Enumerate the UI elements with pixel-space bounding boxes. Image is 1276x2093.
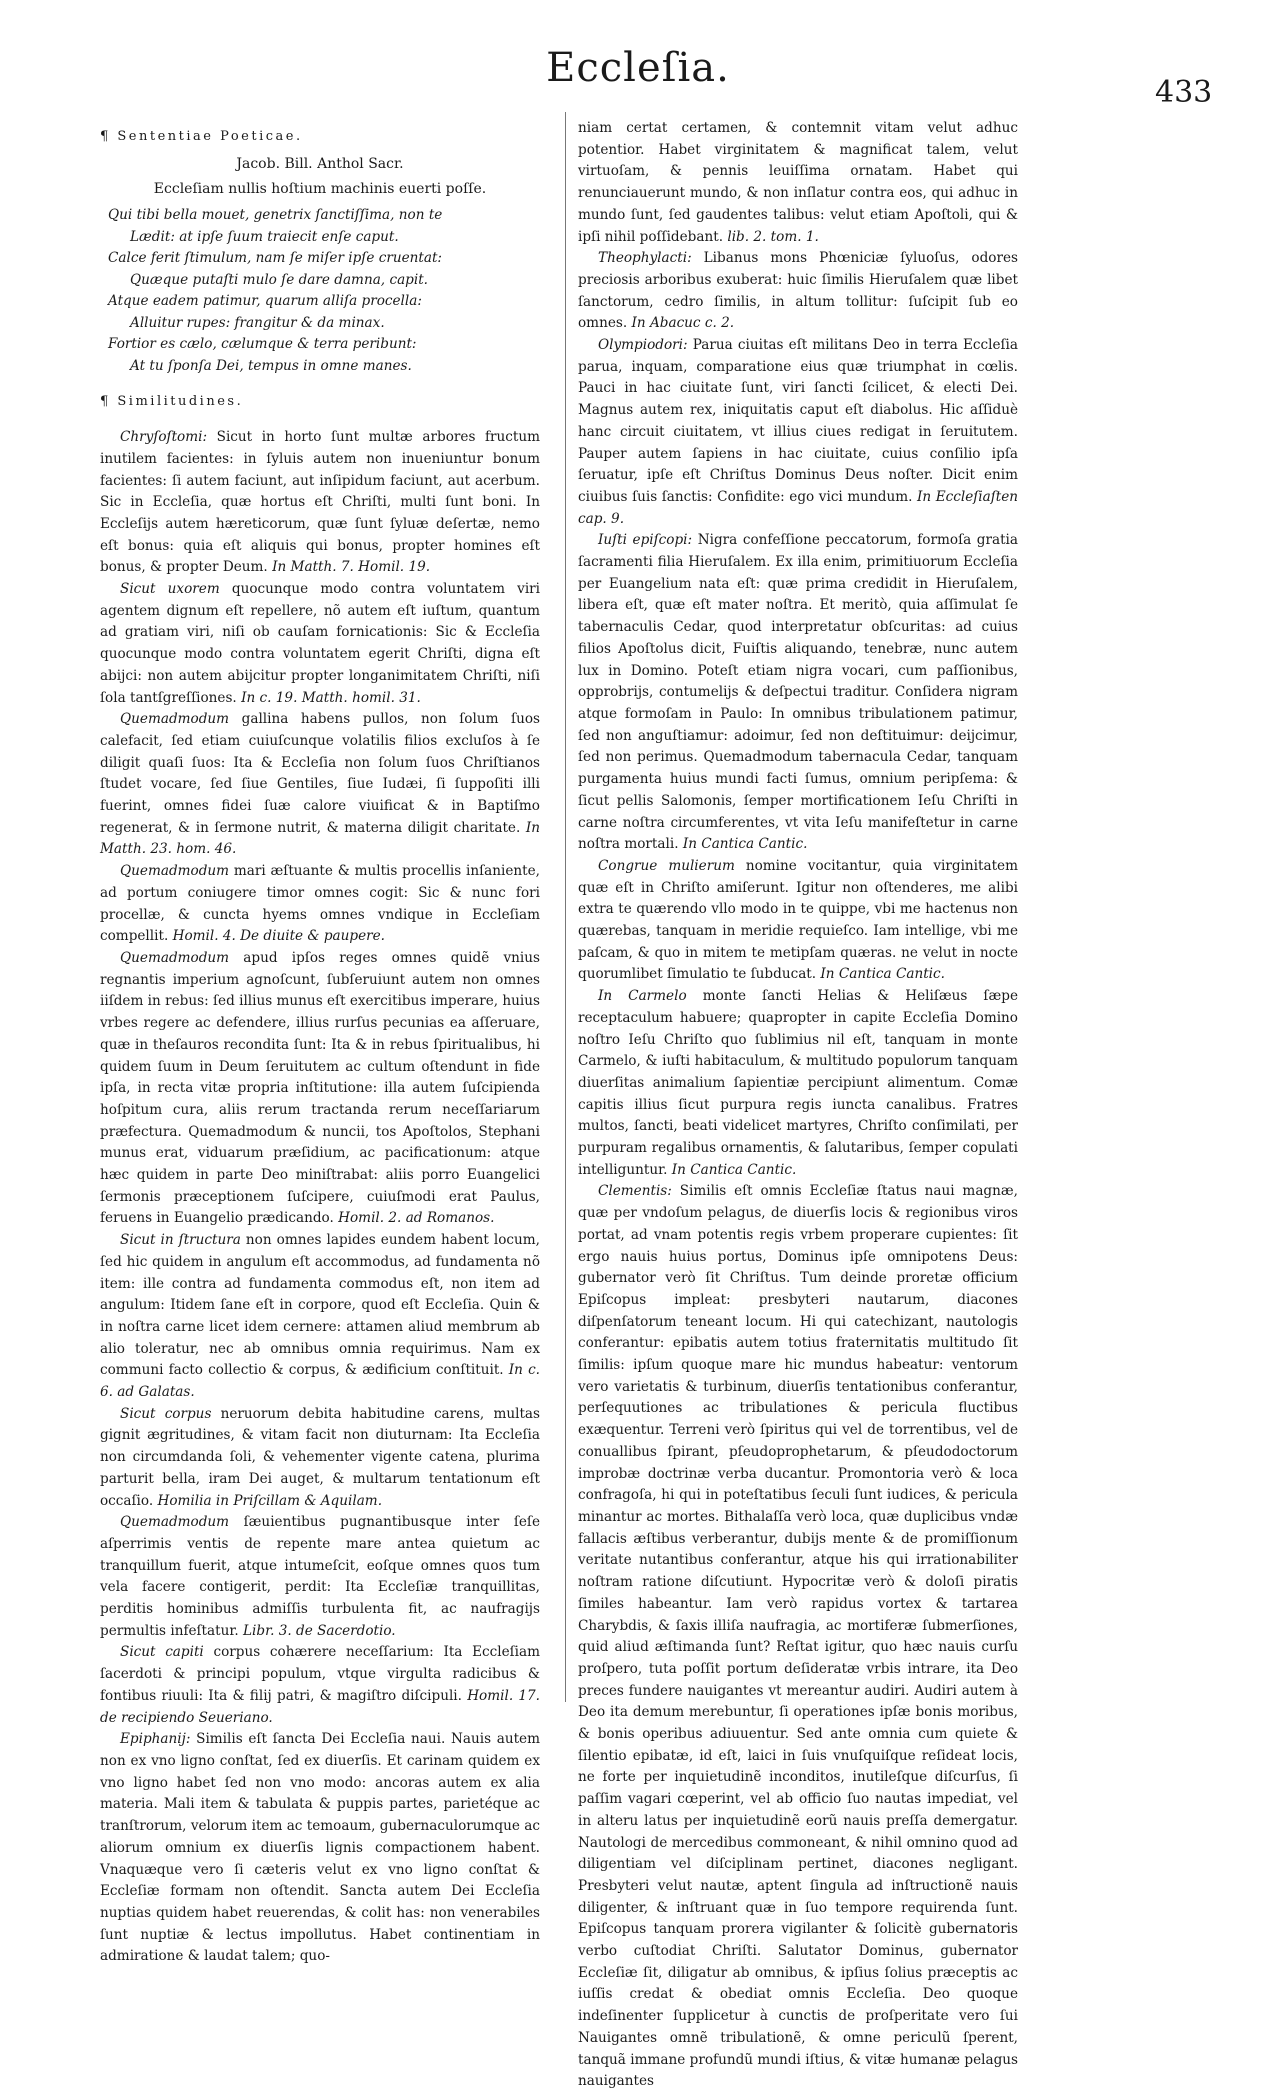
continued-entry: [578, 118, 1018, 248]
entry-lead: Quemadmodum: [120, 711, 230, 728]
entry-text: neruorum debita habitudine carens, multas gignit ægritudines, & vitam facit non diuturnam: Ita Eccleſia non circumdanda ſoli, & vehementer vigente catena, plurima parturit bella, iram Dei auget, & multarum tentationum eſt occaſio.: [100, 1405, 540, 1509]
similitude-entry: [100, 1512, 540, 1642]
epigram-author: Jacob. Bill. Anthol Sacr.: [236, 155, 404, 172]
similitude-entry: [100, 579, 540, 709]
entry-reference: In Cantica Cantic.: [820, 966, 945, 983]
entry-lead: Clementis:: [598, 1183, 672, 1200]
entry-text: niam certat certamen, & contemnit vitam velut adhuc potentior. Habet virginitatem & magnificat talem, velut virtuoſam, & pennis leuiſſima ornatam. Habet qui renunciauerunt mundo, & non inſlatur contra eos, qui adhuc in mundo ſunt, ſed gaudentes talibus: velut etiam Apoſtoli, qui & ipſi nihil poſſidebant.: [578, 120, 1018, 245]
verse-line: Calce ferit ſtimulum, nam ſe miſer ipſe cruentat:: [108, 250, 442, 267]
entry-text: corpus cohærere neceſſarium: Ita Eccleſiam ſacerdoti & principi populum, vtque virgulta radicibus & fontibus riuuli: Ita & filij patri, & magiſtro diſcipuli.: [100, 1644, 541, 1704]
entry-text: Similis eſt ſancta Dei Eccleſia naui. Nauis autem non ex vno ligno conſtat, ſed ex diuerſis. Et carinam quidem ex vno ligno habet ſed non vno modo: ancoras autem ex alia materia. Mali item & tabulata & puppis partes, parietéque ac tranſtrorum, velorum item ac temoaum, gubernaculorumque ac aliorum omnium ex diuerſis lignis compactionem habent. Vnaquæque vero ſi cæteris velut ex vno ligno conſtat & Eccleſiæ formam non oſtendit. Sancta autem Dei Eccleſia nuptias quidem habet reuerendas, & colit has: non venerabiles ſunt nuptiæ & lectus impollutus. Habet continentiam in admiratione & laudat talem; quo-: [100, 1731, 540, 1965]
similitude-entry: [100, 861, 540, 948]
section-heading-poeticae: ¶ Sententiae Poeticae.: [100, 129, 303, 144]
verse-line: Quæque putaſti mulo ſe dare damna, capit.: [130, 271, 429, 288]
column-rule: [565, 112, 566, 1702]
entry-text: Similis eſt omnis Eccleſiæ ſtatus naui magnæ, quæ per vndoſum pelagus, de diuerſis locis & regionibus viros portat, ad vnam potentis regis vrbem properare cupientes: ſit ergo nauis huius portus, Dominus ipſe omnipotens Deus: gubernator verò ſit Chriſtus. Tum deinde proretæ officium Epiſcopus impleat: presbyteri nautarum, diacones diſpenſatorum teneant locum. Hi qui catechizant, nautologis conferantur: epibatis autem totius fraternitatis multitudo ſit ſimilis: ipſum quoque mare hic mundus habeatur: ventorum vero varietatis & turbinum, diuerſis tentationibus conferantur, perſequutiones ac tribulationes & pericula fluctibus exæquentur. Terreni verò ſpiritus qui vel de torrentibus, vel de conuallibus ſpirant, pſeudoprophetarum, & pſeudodoctorum improbæ doctrinæ verba ducantur. Promontoria verò & loca confragoſa, hi qui in poteſtatibus ſeculi ſunt iudices, & pericula minantur ac mortes. Bithalaſſa verò loca, quæ duplicibus vndæ fallacis æſtibus verberantur, dubijs mente & de promiſſionum veritate nutantibus conferantur, atque his qui irrationabiliter noſtram ratione diſcutiunt. Hypocritæ verò & doloſi piratis ſimiles habeantur. Iam verò rapidus vortex & tartarea Charybdis, & ſaxis illiſa naufragia, ac mortiferæ ſubmerſiones, quid aliud æſtimanda ſunt? Reſtat igitur, quo hæc nauis curſu proſpero, tuta poſſit portum deſideratæ vrbis intrare, ita Deo preces fundere nauigantes vt mereantur audiri. Audiri autem à Deo ita demum merebuntur, ſi operationes ipſæ bonis moribus, & bonis operibus adiuuentur. Sed ante omnia cum quiete & ſilentio epibatæ, id eſt, laici in ſuis vnuſquiſque reſideat locis, ne forte per inquietudinẽ inconditos, inutileſque diſcurſus, ſi paſſim vagari cœperint, vel ab officio ſuo nautas impediat, vel in alteru latus per inquietudinẽ eorũ nauis preſſa demergatur. Nautologi de mercedibus commoneant, & nihil omnino quod ad diligentiam vel diſciplinam pertinet, diacones negligant. Presbyteri velut nautæ, aptent ſingula ad inſtructionẽ nauis diligenter, & inſtruant quæ in ſuo tempore requirenda ſunt. Epiſcopus tanquam prorera vigilanter & ſolicitè gubernatoris verbo cuſtodiat Chriſti. Salutator Dominus, gubernator Eccleſiæ ſit, diligatur ab omnibus, & ipſius ſolius præceptis ac iuſſis credat & obediat omnis Eccleſia. Deo quoque indeſinenter ſupplicetur à cunctis de proſperitate vero ſui Nauigantes omnẽ tribulationẽ, & omne periculũ ſperent, tanquã immane profundũ mundi iſtius, & vitæ humanæ pelagus nauigantes: [578, 1183, 1018, 2090]
entry-text: apud ipſos reges omnes quidẽ vnius regnantis imperium agnoſcunt, ſubſeruiunt autem non omnes iiſdem in rebus: ſed illius munus eſt exercitibus imperare, huius vrbes regere ac defendere, illius rurſus pecunias ea aſſeruare, quæ in theſauros recondita ſunt: Ita & in rebus ſpiritualibus, hi quidem ſuum in Deum ſeruitutem ac cultum oſtendunt in fide ipſa, in recta vitæ propria inſtitutione: illa autem ſuſcipienda hoſpitum cura, aliis rerum tractanda rerum neceſſariarum præfectura. Quemadmodum & nuncii, tos Apoſtolos, Stephani munus erat, viduarum præſidium, ac pacificationum: atque hæc quidem in parte Deo miniſtrabat: aliis porro Euangelici ſermonis præceptionem ſuſcipere, cuiuſmodi erat Paulus, feruens in Euangelio prædicando.: [100, 949, 540, 1227]
entry-text: Sicut in horto ſunt multæ arbores fructum inutilem facientes: in ſyluis autem non inueniuntur bonum facientes: ſi autem faciunt, aut inſipidum faciunt, aut acerbum. Sic in Eccleſia, quæ hortus eſt Chriſti, multi ſunt boni. In Eccleſijs autem hæreticorum, quæ ſunt ſyluæ deſertæ, nemo eſt bonus: quia eſt aliquis qui bonus, propter homines eſt bonus, & propter Deum.: [100, 429, 540, 576]
entry-reference: In Matth. 23. hom. 46.: [100, 819, 540, 858]
similitude-entry: [578, 986, 1018, 1181]
entry-text: non omnes lapides eundem habent locum, ſed hic quidem in angulum eſt accommodus, ad fundamenta nõ item: ille contra ad fundamenta commodus eſt, non item ad angulum: Itidem ſane eſt in corpore, quod eſt Eccleſia. Quin & in noſtra carne licet idem cernere: attamen aliud membrum ab alio toleratur, nec ab omnibus omnia requirimus. Nam ex communi facto collectio & corpus, & ædificium conſtituit.: [100, 1232, 540, 1379]
entry-lead: Epiphanij:: [120, 1731, 191, 1748]
entry-reference: In Cantica Cantic.: [682, 836, 808, 853]
entry-reference: In Matth. 7. Homil. 19.: [272, 559, 431, 576]
entry-lead: Theophylacti:: [598, 250, 692, 267]
entry-reference: Libr. 3. de Sacerdotio.: [243, 1622, 396, 1639]
entry-lead: Olympiodori:: [598, 337, 688, 354]
entry-lead: Quemadmodum: [120, 863, 230, 880]
entry-reference: In Abacuc c. 2.: [631, 315, 735, 332]
page-number: 433: [1155, 75, 1213, 110]
epigram-verses: [108, 205, 540, 377]
similitude-entry: [100, 427, 540, 579]
similitude-entry: [578, 856, 1018, 986]
entry-lead: Sicut in ſtructura: [120, 1232, 241, 1249]
entry-text: mari æſtuante & multis procellis inſaniente, ad portum coniugere timor omnes cogit: Sic & nunc fori procellæ, & cuncta hyems omnes vndique in Eccleſiam compellit.: [100, 863, 541, 945]
similitude-entry: [578, 1181, 1018, 2093]
epigram-title: Eccleſiam nullis hoſtium machinis euerti poſſe.: [153, 181, 487, 198]
entry-text: Libanus mons Phœniciæ ſyluoſus, odores preciosis arboribus exuberat: huic ſimilis Hieruſalem quæ libet ſanctorum, cedro ſimilis, in altum tollitur: ſuſcipit ſub eo omnes.: [578, 250, 1018, 332]
verse-line: Fortior es cælo, cælumque & terra peribunt:: [108, 336, 417, 353]
left-column: [100, 118, 540, 1968]
section-heading-similitudines: ¶ Similitudines.: [100, 394, 244, 410]
verse-line: Atque eadem patimur, quarum alliſa procella:: [108, 293, 422, 310]
similitude-entry: [100, 1230, 540, 1404]
similitude-entry: [100, 948, 540, 1230]
entry-lead: Quemadmodum: [120, 1514, 230, 1531]
similitude-entry: [100, 709, 540, 861]
entry-reference: In Cantica Cantic.: [671, 1161, 797, 1178]
entry-reference: Homil. 2. ad Romanos.: [338, 1210, 495, 1227]
entry-reference: lib. 2. tom. 1.: [727, 228, 819, 245]
entry-text: Nigra confeſſione peccatorum, formoſa gratia ſacramenti filia Hieruſalem. Ex illa enim, primitiuorum Eccleſia per Euangelium nata eſt: quæ prima credidit in Hieruſalem, libera eſt, quæ eſt mater noſtra. Et meritò, quia aſſimulat ſe tabernaculis Cedar, quod interpretatur obſcuritas: ad cuius filios Apoſtolus dicit, Fuiſtis aliquando, tenebræ, nunc autem lux in Domino. Poteſt etiam nigra vocari, cum paſſionibus, opprobrijs, contumelijs & deſpectui traditur. Conſidera nigram atque formoſam in Paulo: In omnibus tribulationem patimur, ſed non anguſtiamur: adoimur, ſed non deſtituimur: deijcimur, ſed non perimus. Quemadmodum tabernacula Cedar, tanquam purgamenta huius mundi facti ſumus, omnium peripſema: & ſicut pellis Salomonis, ſemper mortificationem Ieſu Chriſti in carne noſtra circumferentes, vt vita Ieſu manifeſtetur in carne noſtra mortali.: [578, 532, 1019, 853]
similitude-entry: [578, 248, 1018, 335]
entry-reference: Homilia in Priſcillam & Aquilam.: [157, 1492, 383, 1509]
entry-reference: Homil. 17. de recipiendo Seueriano.: [100, 1687, 540, 1726]
verse-line: Lædit: at ipſe ſuum traiecit enſe caput.: [130, 228, 399, 245]
right-column: [578, 118, 1018, 2093]
entry-lead: Chryſoſtomi:: [120, 429, 208, 446]
entry-text: ſæuientibus pugnantibusque inter ſeſe aſperrimis ventis de repente mare antea quietum ac tranquillum fuerit, atque intumeſcit, eoſque omnes quos tum vela facere contigerit, perdit: Ita Eccleſiæ tranquillitas, perditis hominibus admiſſis turbulenta fit, ac naufragijs permultis infeſtatur.: [100, 1514, 541, 1639]
similitude-entry: [100, 1642, 540, 1729]
similitude-entry: [100, 1729, 540, 1968]
entry-text: quocunque modo contra voluntatem viri agentem dignum eſt repellere, nõ autem eſt iuſtum, quantum ad gratiam viri, niſi ob cauſam fornicationis: Sic & Eccleſia quocunque modo contra voluntatem egerit Chriſti, digna eſt abijci: non autem abijcitur propter longanimitatem Chriſti, niſi ſola tantſgreſſiones.: [100, 581, 541, 706]
entry-reference: Homil. 4. De diuite & paupere.: [172, 928, 385, 945]
running-title: Eccleſia.: [546, 45, 730, 91]
verse-line: Qui tibi bella mouet, genetrix ſanctiſſima, non te: [108, 207, 443, 224]
entry-lead: In Carmelo: [598, 988, 687, 1005]
entry-reference: In c. 19. Matth. homil. 31.: [241, 689, 421, 706]
entry-text: gallina habens pullos, non ſolum ſuos calefacit, ſed etiam cuiuſcunque volatilis filios excluſos à ſe diligit quaſi ſuos: Ita & Eccleſia non ſolum ſuos Chriſtianos ſtudet vocare, ſed ſiue Gentiles, ſiue Iudæi, ſi ſuppoſiti illi fuerint, omnes fidei ſuæ calore viuificat & in Baptiſmo regenerat, & in ſermone nutrit, & materna diligit charitate.: [100, 711, 540, 836]
entry-lead: Sicut uxorem: [120, 581, 220, 598]
entry-text: Parua ciuitas eſt militans Deo in terra Eccleſia parua, inquam, comparatione eius quæ triumphat in cœlis. Pauci in hac ciuitate ſunt, viri ſancti ſcilicet, & electi Dei. Magnus autem rex, iniquitatis caput eſt diabolus. Hic aſſiduè hanc circuit ciuitatem, vt illius ciues redigat in ſeruitutem. Pauper autem ſapiens in hac ciuitate, cuius conſilio ipſa ſeruatur, ipſe eſt Chriſtus Dominus Deus noſter. Dicit enim ciuibus ſuis ſanctis: Confidite: ego vici mundum.: [578, 337, 1018, 505]
entry-lead: Sicut capiti: [120, 1644, 204, 1661]
entry-lead: Sicut corpus: [120, 1405, 212, 1422]
entry-reference: In Eccleſiaſten cap. 9.: [578, 488, 1019, 527]
entry-text: monte ſancti Helias & Heliſæus ſæpe receptaculum habuere; quapropter in capite Eccleſia Domino noſtro Ieſu Chriſto quo ſublimius nil eſt, tanquam in monte Carmelo, & iuſti habitaculum, & multitudo populorum tanquam diuerſitas animalium ſapientiæ percipiunt alimentum. Comæ capitis illius ſicut purpura regis iuncta canalibus. Fratres multos, ſancti, beati videlicet martyres, Chriſto conſimilati, per purpuram regalibus ornamentis, & ſalutaribus, ſemper copulati intelliguntur.: [578, 988, 1018, 1178]
verse-line: Alluitur rupes: frangitur & da minax.: [130, 314, 385, 331]
verse-line: At tu ſponſa Dei, tempus in omne manes.: [130, 357, 412, 374]
entry-lead: Congrue mulierum: [598, 857, 735, 874]
similitude-entry: [100, 1404, 540, 1513]
similitude-entry: [578, 335, 1018, 530]
entry-reference: In c. 6. ad Galatas.: [100, 1362, 541, 1401]
entry-text: nomine vocitantur, quia virginitatem quæ eſt in Chriſto amiſerunt. Igitur non oſtenderes, me alibi extra te quærendo vllo modo in te quippe, vbi me hactenus non quærebas, tanquam in meridie requieſco. Iam intellige, vbi me paſcam, & quo in mitem te metipſam quæras. ne velut in nocte quorumlibet ſimulatio te ſubducat.: [578, 857, 1018, 983]
entry-lead: Quemadmodum: [120, 949, 230, 966]
similitude-entry: [578, 530, 1018, 856]
entry-lead: Iuſti epiſcopi:: [598, 532, 693, 549]
